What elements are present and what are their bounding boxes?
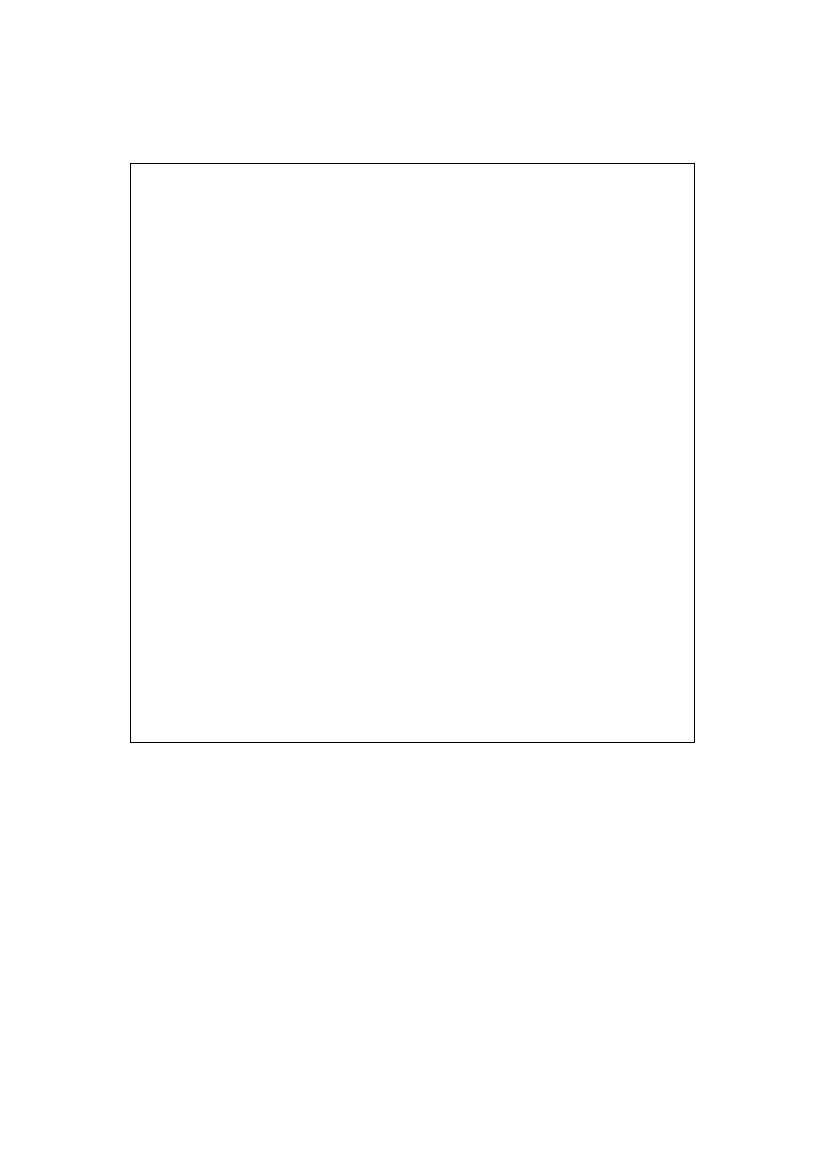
crossword-cells [132,165,695,744]
crossword-grid [130,163,695,743]
